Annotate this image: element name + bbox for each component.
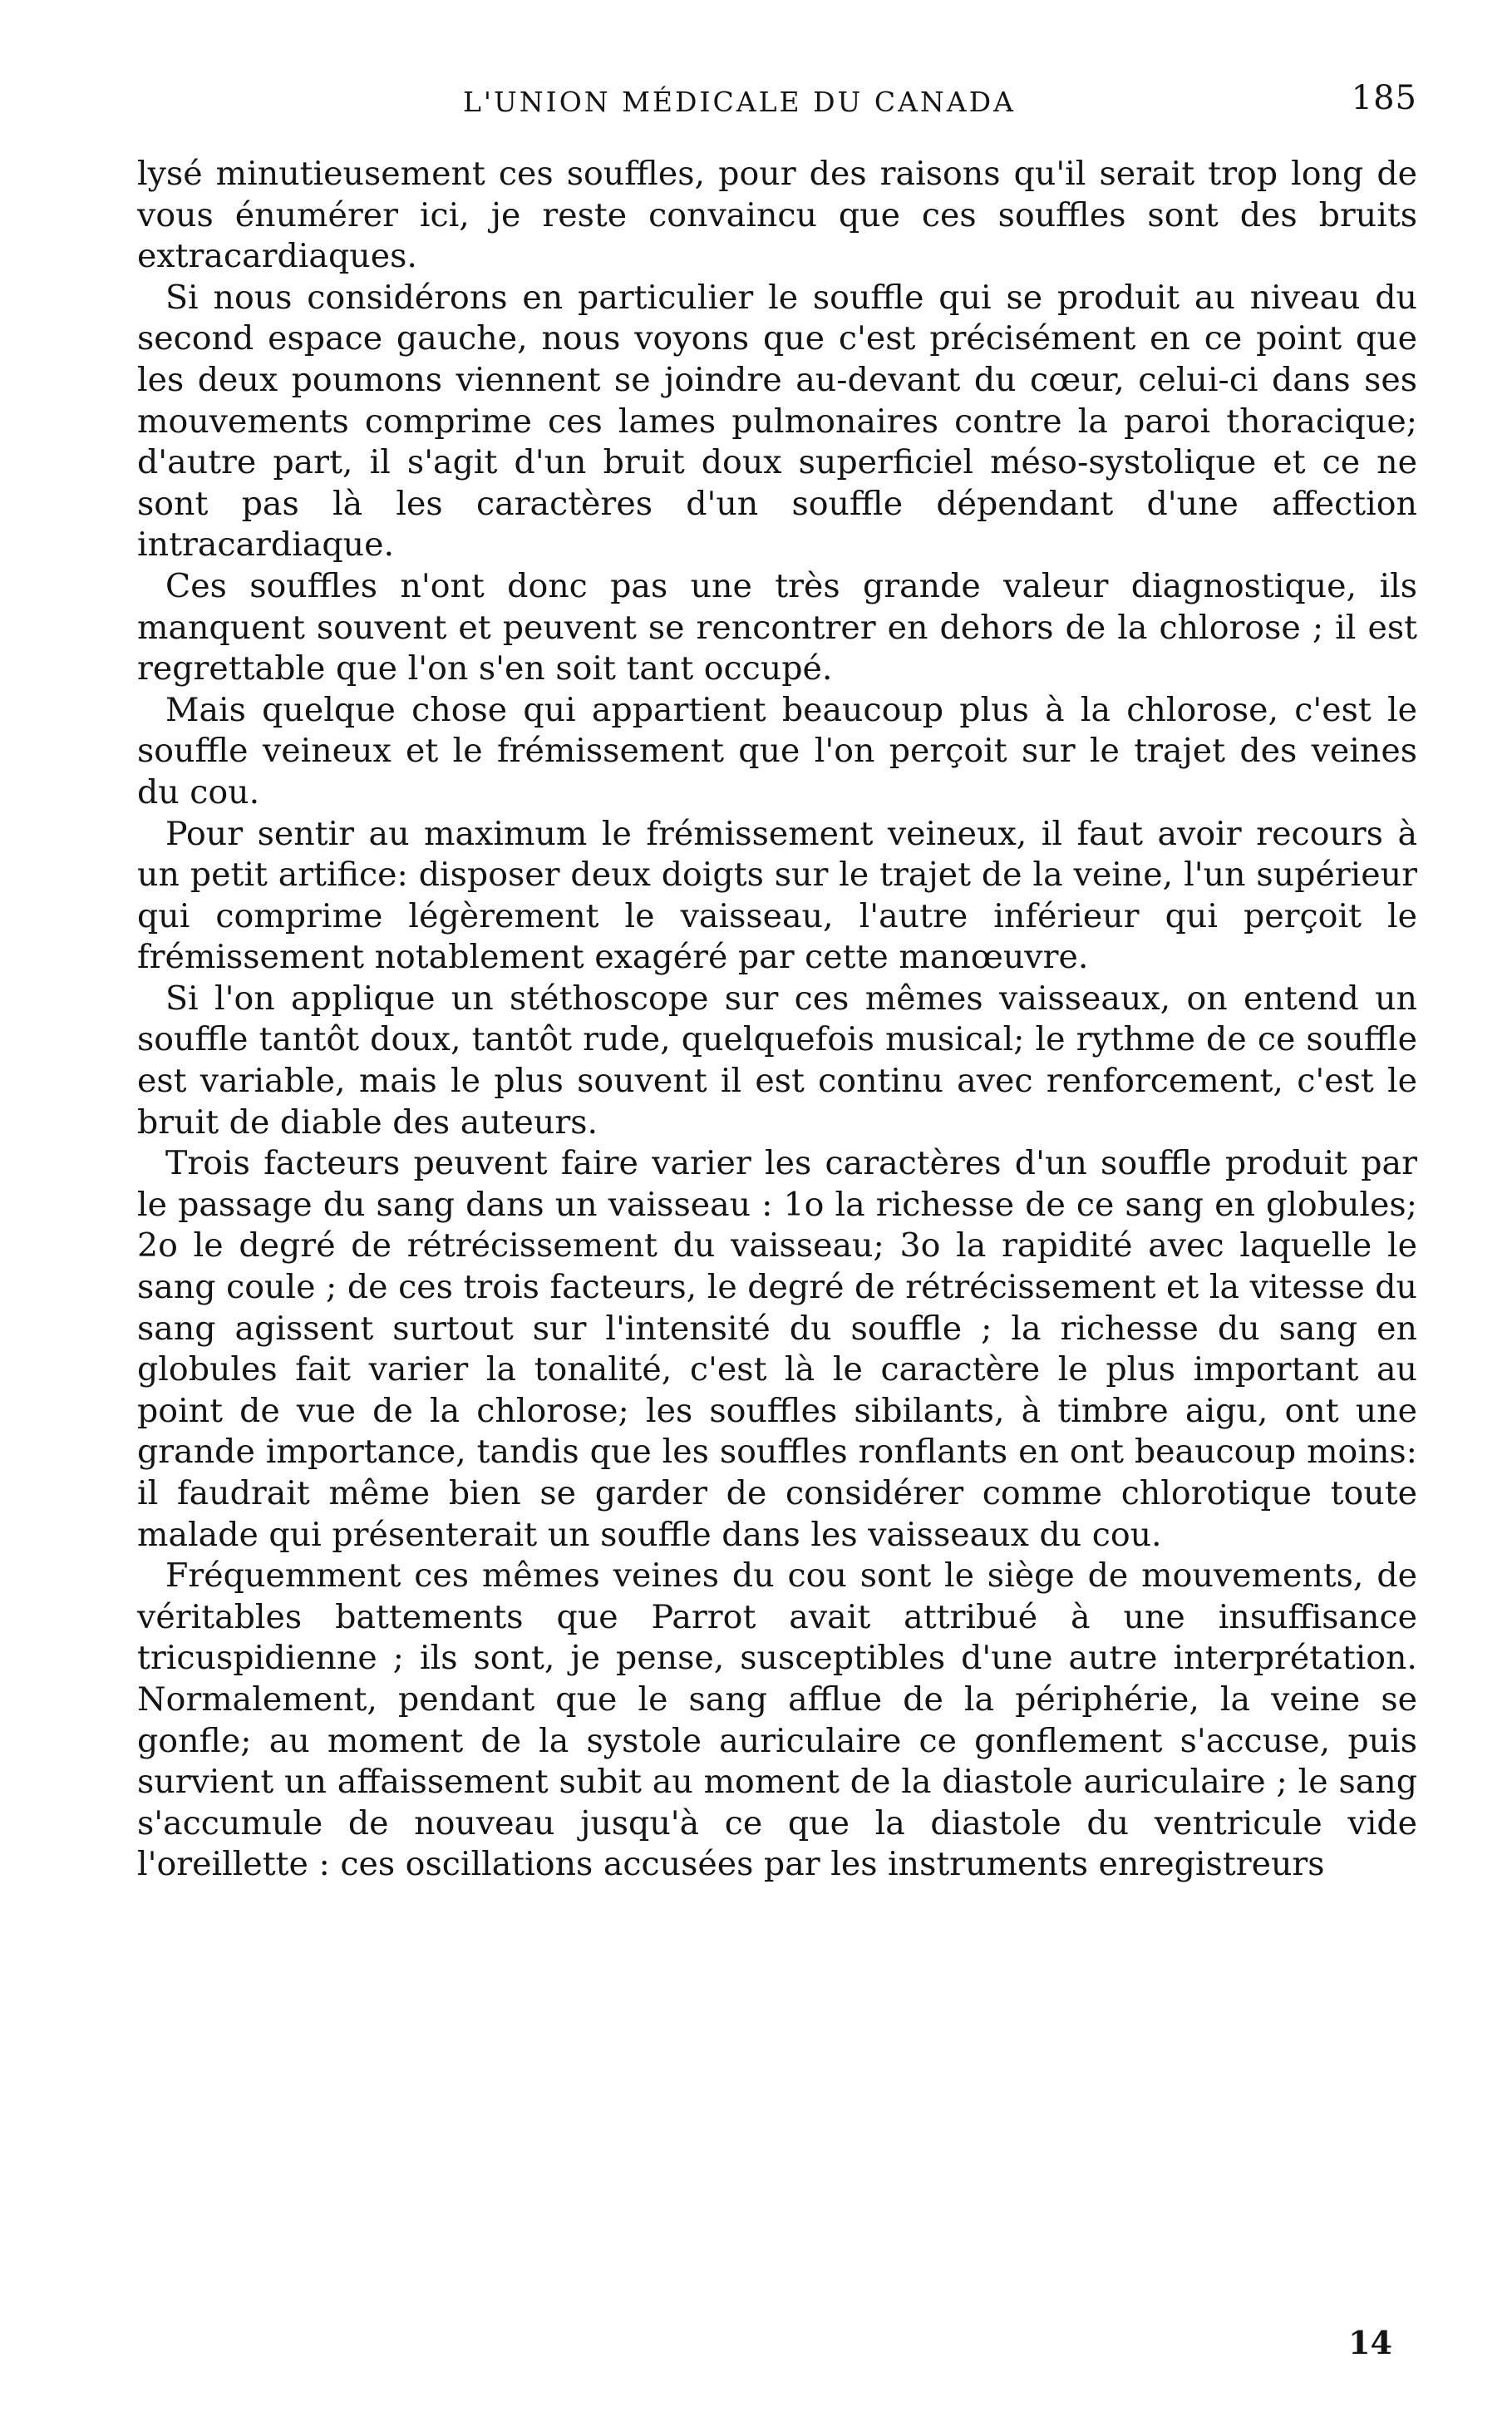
paragraph: Ces souffles n'ont donc pas une très grande valeur diagnostique, ils manquent souvent et peuvent se rencontrer en dehors de la chlorose ; il est regrettable que l'on s'en soit tant occupé. bbox=[137, 566, 1417, 688]
footer bbox=[137, 2324, 1417, 2365]
signature-mark: 14 bbox=[1348, 2324, 1392, 2361]
paragraph: Mais quelque chose qui appartient beaucoup plus à la chlorose, c'est le souffle veineux et le frémissement que l'on perçoit sur le trajet des veines du cou. bbox=[137, 690, 1417, 811]
paragraph: Trois facteurs peuvent faire varier les caractères d'un souffle produit par le passage du sang dans un vaisseau : 1o la richesse de ce sang en globules; 2o le degré de rétrécissement du vaisseau; 3o la rapidité avec laquelle le sang coule ; de ces trois facteurs, le degré de rétrécissement et la vitesse du sang agissent surtout sur l'intensité du souffle ; la richesse du sang en globules fait varier la tonalité, c'est là le caractère le plus important au point de vue de la chlorose; les souffles sibilants, à timbre aigu, ont une grande importance, tandis que les souffles ronflants en ont beaucoup moins: il faudrait même bien se garder de considérer comme chlorotique toute malade qui présenterait un souffle dans les vaisseaux du cou. bbox=[137, 1144, 1417, 1554]
paragraph: Pour sentir au maximum le frémissement veineux, il faut avoir recours à un petit artifice: disposer deux doigts sur le trajet de la veine, l'un supérieur qui comprime légèrement le vaisseau, l'autre inférieur qui perçoit le frémissement notablement exagéré par cette manœuvre. bbox=[137, 814, 1417, 977]
running-title: L'UNION MÉDICALE DU CANADA bbox=[463, 86, 1016, 118]
page bbox=[137, 79, 1417, 2361]
running-header bbox=[137, 79, 1417, 129]
paragraph: Fréquemment ces mêmes veines du cou sont le siège de mouvements, de véritables battements que Parrot avait attribué à une insuffisance tricuspidienne ; ils sont, je pense, susceptibles d'une autre interprétation. Normalement, pendant que le sang afflue de la périphérie, la veine se gonfle; au moment de la systole auriculaire ce gonflement s'accuse, puis survient un affaissement subit au moment de la diastole auriculaire ; le sang s'accumule de nouveau jusqu'à ce que la diastole du ventricule vide l'oreillette : ces oscillations accusées par les instruments enregistreurs bbox=[137, 1556, 1417, 1884]
paragraph: Si nous considérons en particulier le souffle qui se produit au niveau du second espace gauche, nous voyons que c'est précisément en ce point que les deux poumons viennent se joindre au-devant du cœur, celui-ci dans ses mouvements comprime ces lames pulmonaires contre la paroi thoracique; d'autre part, il s'agit d'un bruit doux superficiel méso-systolique et ce ne sont pas là les caractères d'un souffle dépendant d'une affection intracardiaque. bbox=[137, 278, 1417, 565]
page-number: 185 bbox=[1351, 79, 1417, 117]
paragraph: Si l'on applique un stéthoscope sur ces mêmes vaisseaux, on entend un souffle tantôt doux, tantôt rude, quelquefois musical; le rythme de ce souffle est variable, mais le plus souvent il est continu avec renforcement, c'est le bruit de diable des auteurs. bbox=[137, 979, 1417, 1142]
paragraph: lysé minutieusement ces souffles, pour des raisons qu'il serait trop long de vous énumérer ici, je reste convaincu que ces souffles sont des bruits extracardiaques. bbox=[137, 155, 1417, 276]
body-text bbox=[137, 154, 1417, 1886]
